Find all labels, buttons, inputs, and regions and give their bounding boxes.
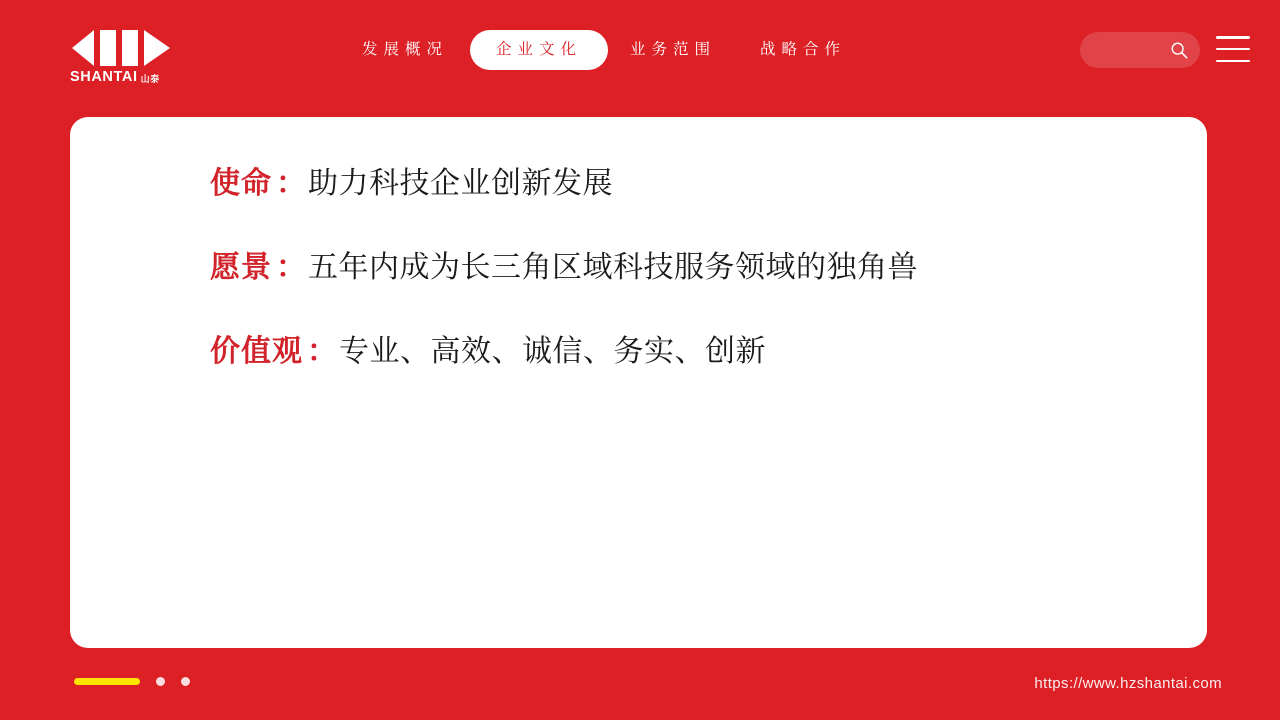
- menu-line-2: [1216, 48, 1250, 51]
- statement-value: 五年内成为长三角区域科技服务领域的独角兽: [308, 251, 918, 284]
- culture-statements: [210, 158, 918, 370]
- statement-values: [210, 326, 918, 370]
- statement-colon: ：: [307, 335, 337, 368]
- logo-text-en: SHANTAI: [70, 69, 138, 85]
- pagination-indicator-active[interactable]: [74, 678, 140, 685]
- hamburger-menu-icon[interactable]: [1216, 36, 1250, 62]
- nav-item-culture[interactable]: 企业文化: [470, 30, 608, 70]
- pagination-dot-3[interactable]: [181, 677, 190, 686]
- menu-line-3: [1216, 60, 1250, 63]
- statement-label: 价值观: [210, 335, 303, 368]
- logo-wordmark: [70, 70, 160, 85]
- menu-line-1: [1216, 36, 1250, 39]
- statement-value: 专业、高效、诚信、务实、创新: [339, 335, 766, 368]
- nav-item-business[interactable]: 业务范围: [630, 41, 717, 58]
- logo-text-cn: 山泰: [140, 73, 160, 84]
- statement-mission: [210, 158, 918, 202]
- statement-label: 使命: [210, 167, 272, 200]
- site-header: [0, 0, 1280, 100]
- nav-item-development[interactable]: 发展概况: [362, 41, 449, 58]
- statement-colon: ：: [276, 251, 306, 284]
- statement-label: 愿景: [210, 251, 272, 284]
- logo[interactable]: [70, 28, 174, 90]
- search-box[interactable]: [1080, 32, 1200, 68]
- statement-value: 助力科技企业创新发展: [308, 167, 613, 200]
- carousel-pagination: [74, 676, 190, 686]
- statement-colon: ：: [276, 167, 306, 200]
- pagination-dot-2[interactable]: [156, 677, 165, 686]
- main-nav: [340, 30, 868, 70]
- nav-item-cooperation[interactable]: 战略合作: [760, 41, 847, 58]
- statement-vision: [210, 242, 918, 286]
- search-input[interactable]: [1094, 32, 1174, 68]
- search-icon[interactable]: [1170, 41, 1188, 59]
- site-url: https://www.hzshantai.com: [1034, 675, 1222, 692]
- shantai-logo-mark-icon: [70, 28, 174, 68]
